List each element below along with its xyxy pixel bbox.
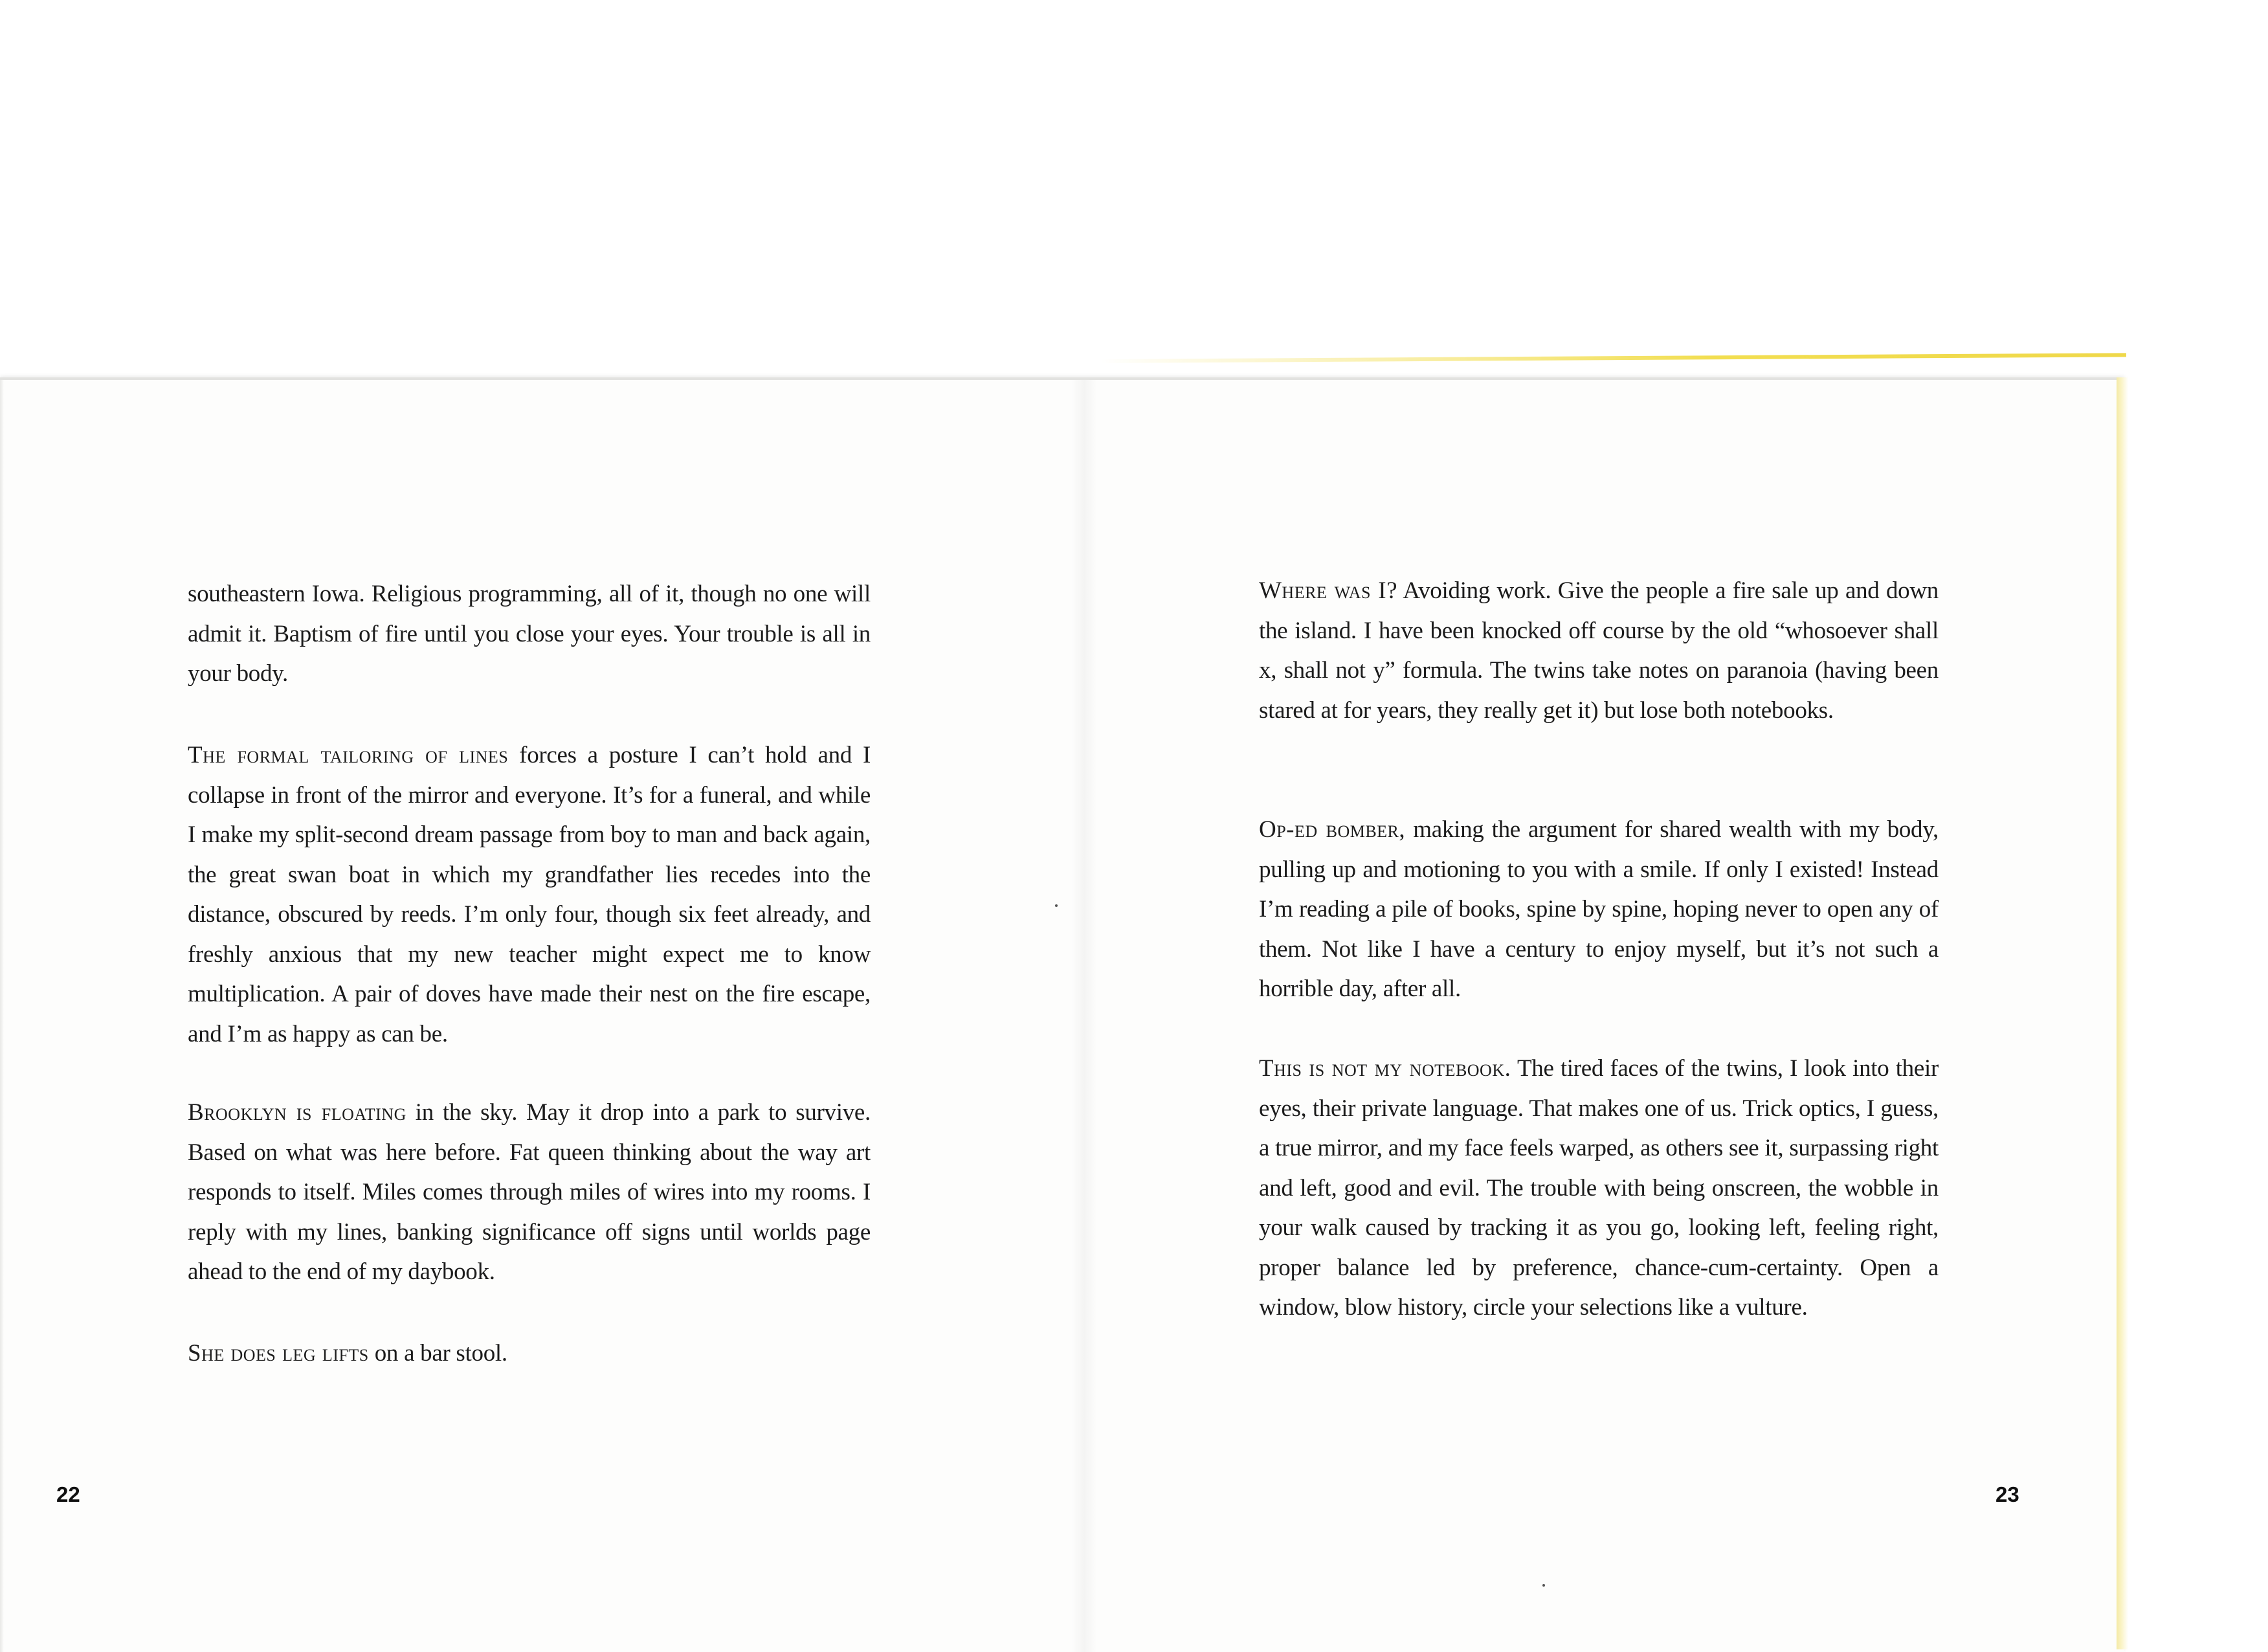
left-paragraph-3 <box>188 1093 871 1292</box>
paragraph-text: forces a posture I can’t hold and I collapse in front of the mirror and everyone. It’s for a funeral, and while I make my split-second dream passage from boy to man and back again, the great swan boat in which my grandfather lies recedes into the distance, obscured by reeds. I’m only four, though six feet already, and freshly anxious that my new teacher might expect me to know multiplication. A pair of doves have made their nest on the fire escape, and I’m as happy as can be. <box>188 742 871 1047</box>
paragraph-lead: Brooklyn is floating <box>188 1099 406 1126</box>
right-paragraph-1 <box>1259 571 1939 730</box>
paragraph-lead: The formal tailoring of lines <box>188 742 509 768</box>
scan-speck <box>1542 1584 1545 1587</box>
paragraph-text: The tired faces of the twins, I look into their eyes, their private language. That makes one of us. Trick optics, I guess, a true mirror, and my face feels warped, as others see it, surpassing right and left, good and evil. The trouble with being onscreen, the wobble in your walk caused by tracking it as you go, looking left, feeling right, proper balance led by preference, chance-cum-certainty. Open a window, blow history, circle your selections like a vulture. <box>1259 1055 1939 1321</box>
paragraph-text: on a bar stool. <box>368 1340 507 1367</box>
page-edge <box>2117 377 2128 1649</box>
right-paragraph-3 <box>1259 1049 1939 1328</box>
book-spread <box>0 377 2124 1652</box>
left-paragraph-1 <box>188 574 871 694</box>
paragraph-lead: Op-ed bomber, <box>1259 816 1406 843</box>
paragraph-text: southeastern Iowa. Religious programming, all of it, though no one will admit it. Baptism of fire until you close your eyes. Your trouble is all in your body. <box>188 581 871 687</box>
page-number-left: 22 <box>56 1482 80 1506</box>
page-edge-highlight <box>1100 353 2126 363</box>
paragraph-text: making the argument for shared wealth with my body, pulling up and motioning to you with a smile. If only I existed! Instead I’m reading a pile of books, spine by spine, hoping never to open any of them. Not like I have a century to enjoy myself, but it’s not such a horrible day, after all. <box>1259 816 1939 1002</box>
left-paragraph-2 <box>188 735 871 1054</box>
book-gutter <box>1071 380 1097 1652</box>
scan-speck <box>1055 904 1058 907</box>
page-number-right: 23 <box>1996 1482 2019 1506</box>
paragraph-text: in the sky. May it drop into a park to survive. Based on what was here before. Fat queen thinking about the way art responds to itself. Miles comes through miles of wires into my rooms. I reply with my lines, banking significance off signs until worlds page ahead to the end of my daybook. <box>188 1099 871 1285</box>
paragraph-lead: Where was I? <box>1259 577 1397 604</box>
paragraph-text: Avoiding work. Give the people a fire sale up and down the island. I have been knocked off course by the old “whosoever shall x, shall not y” formula. The twins take notes on paranoia (having been stared at for years, they really get it) but lose both notebooks. <box>1259 577 1939 724</box>
right-paragraph-2 <box>1259 810 1939 1009</box>
paragraph-lead: This is not my notebook. <box>1259 1055 1511 1082</box>
paragraph-lead: She does leg lifts <box>188 1340 369 1367</box>
left-paragraph-4 <box>188 1334 871 1374</box>
